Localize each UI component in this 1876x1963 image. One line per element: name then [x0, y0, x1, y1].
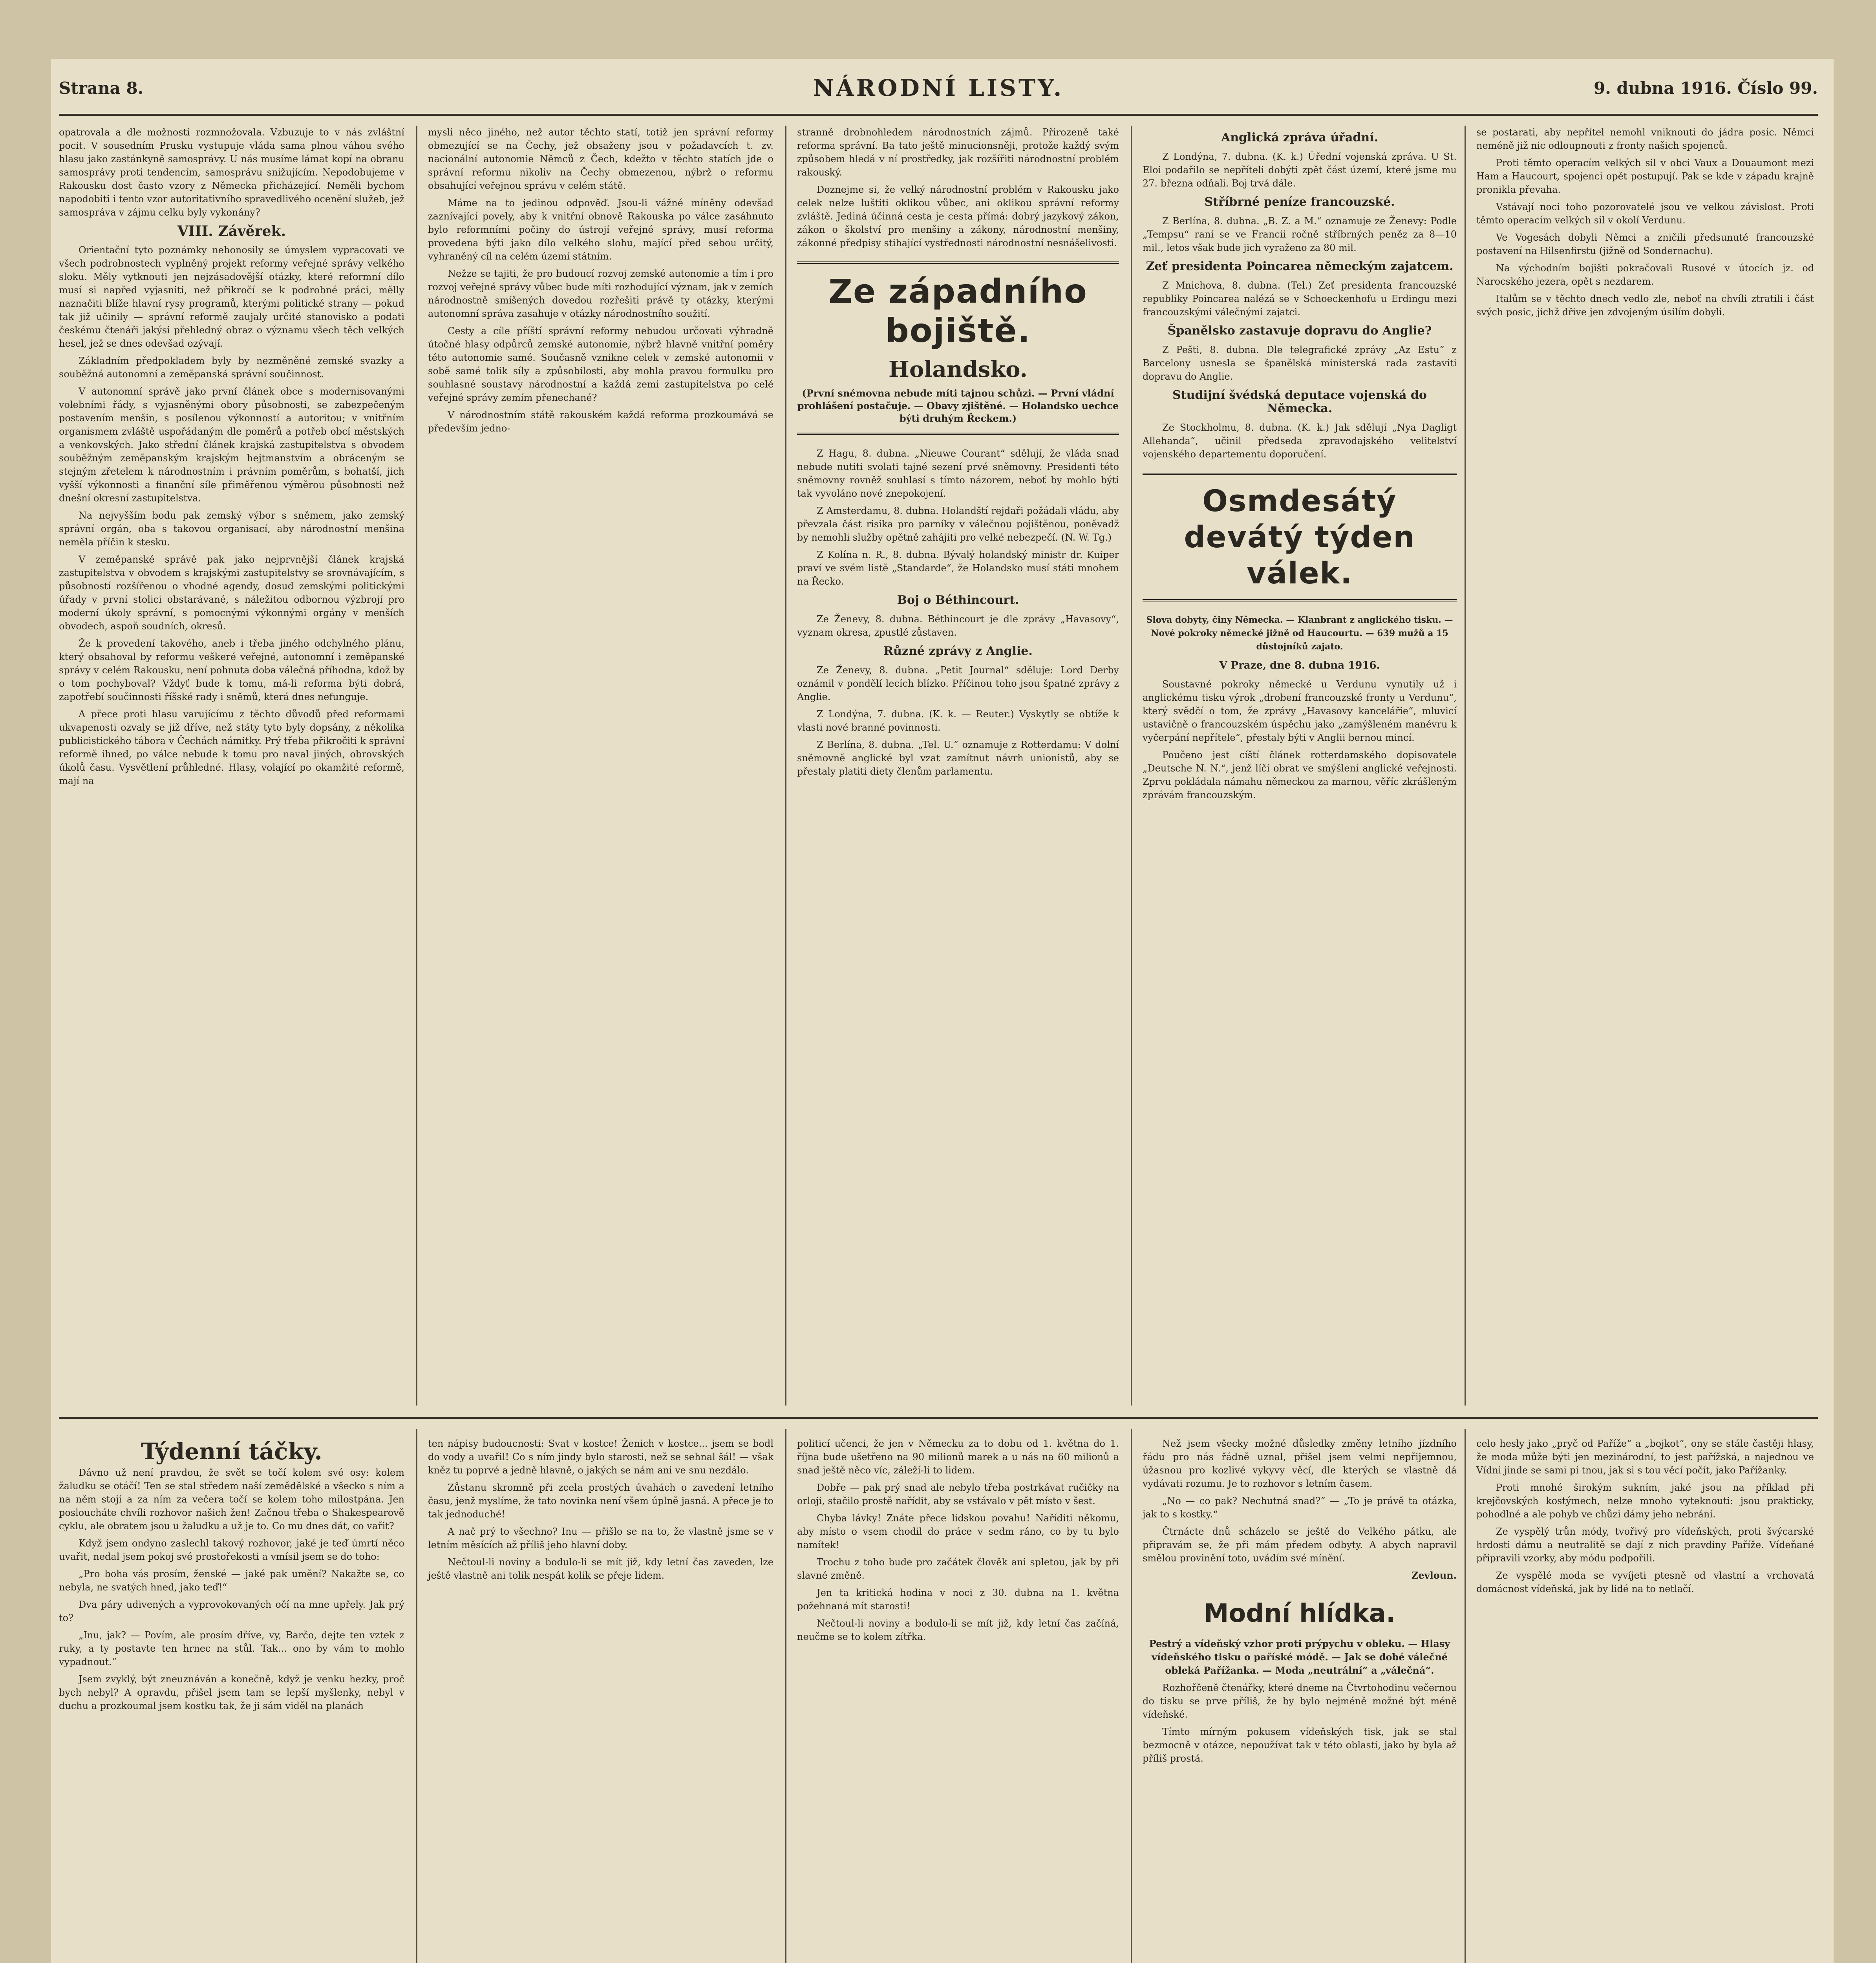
column-4 — [1143, 126, 1457, 806]
summary-note: (První snémovna nebude míti tajnou schůzi. — První vládní prohlášení postačuje. — Obavy zjištěné. — Holandsko uechce býti druhým Řeckem.) — [797, 387, 1119, 424]
subheading: Různé zprávy z Anglie. — [883, 644, 1033, 658]
paragraph: „No — co pak? Nechutná snad?“ — „To je právě ta otázka, jak to s kostky.“ — [1143, 1495, 1457, 1520]
paragraph: opatrovala a dle možnosti rozmnožovala. Vzbuzuje to v nás zvláštní pocit. V sousedním Prusku vystupuje vláda sama plnou váhou svého hlasu jako zastánkyně samosprávy. U nás musíme lámat kopí na obranu samosprávy proti tendencím, samosprávu snižujícím. Nepodobujeme v Rakousku dost často vzory z Německa přicházející. Neměli bychom napodobiti i tento vzor autoritativního spravedlivého ocenění služeb, jež samospráva v zájmu celku byly vykonány? — [59, 127, 404, 218]
paragraph: Proti těmto operacím velkých sil v obci Vaux a Douaumont mezi Ham a Haucourt, spojenci opět postupují. Pak se kde v západu krajně pronikla převaha. — [1476, 157, 1814, 195]
paragraph: A přece proti hlasu varujícímu z těchto důvodů před reformami ukvapenosti ozvaly se již dříve, než státy tyto byly dopsány, z několika publicistického tábora v Čechách námitky. Prý třeba přikročiti k správní reformě ihned, po válce nebude k tomu pro naval jiných, obrovských úkolů času. Vysvětlení průhledné. Hlasy, volající po okamžité reformě, mají na — [59, 709, 404, 786]
paragraph: Z Mnichova, 8. dubna. (Tel.) Zeť presidenta francouzské republiky Poincarea nalézá se v Schoeckenhofu u Erdingu mezi francouzskými válečnými zajatci. — [1143, 280, 1457, 318]
paragraph: „Inu, jak? — Povím, ale prosím dříve, vy, Barčo, dejte ten vztek z ruky, a ty postavte ten hrnec na stůl. Tak... ono by vám to mohlo vypadnout.“ — [59, 1630, 404, 1667]
subheading: Boj o Béthincourt. — [897, 593, 1019, 607]
paragraph: V autonomní správě jako první článek obce s modernisovanými volebními řády, s vyjasněnými obory působnosti, se zabezpečeným postavením menšin, s posílenou výkonností a autoritou; v vnitřním organismem zvláště uspořádaným dle poměrů a potřeb obcí městských a venkovských. Jako střední článek krajská zastupitelstva s obvodem souběžným zeměpanským krajským hejtmanstvím a obráceným se stejným zřetelem k národnostním i právním poměrům, s bohatší, jich vyšší výkonnosti a finanční síle přiměřenou výměrou působnosti než dnešní okresní zastupitelstva. — [59, 386, 404, 504]
section-title-fashion: Modní hlídka. — [1203, 1599, 1396, 1628]
paragraph: Italům se v těchto dnech vedlo zle, neboť na chvíli ztratili i část svých posic, jichž dřive jen zdvojeným úsilím dobyli. — [1476, 293, 1814, 318]
column-divider — [1131, 126, 1132, 1406]
subheading-holland: Holandsko. — [889, 356, 1028, 382]
column-divider — [785, 126, 786, 1406]
paragraph: mysli něco jiného, než autor těchto statí, totiž jen správní reformy obmezující se na Čechy, jež obsaženy jsou v požadavcích t. zv. nacionální autonomie Němců z Čech, kdežto v těchto statích jde o správní reformu nikoliv na Čechy obmezenou, nýbrž o reformu obsahující veřejnou správu v celém státě. — [428, 127, 773, 191]
paragraph: Dobře — pak prý snad ale nebylo třeba postrkávat ručičky na orloji, stačilo prostě nařídit, aby se vstávalo v pět místo v šest. — [797, 1482, 1119, 1506]
page-number: Strana 8. — [59, 79, 144, 98]
paragraph: Vstávají noci toho pozorovatelé jsou ve velkou závislost. Proti těmto operacím velkých sil v okolí Verdunu. — [1476, 201, 1814, 226]
headline-western-front: Ze západního bojiště. — [828, 272, 1088, 350]
paragraph: Poučeno jest cíští článek rotterdamského dopisovatele „Deutsche N. N.“, jenž líčí obrat ve smýšlení anglické veřejnosti. Zprvu pokládala námahu německou za marnou, věříc zkrášleným zprávám francouzským. — [1143, 749, 1457, 801]
paragraph: Nečtoul-li noviny a bodulo-li se mít již, kdy letní čas začíná, neučme se to kolem zítřka. — [797, 1618, 1119, 1642]
paragraph: Když jsem ondyno zaslechl takový rozhovor, jaké je teď úmrtí něco uvařit, nedal jsem pokoj své prostořekosti a vmísil jsem se do toho: — [59, 1538, 404, 1562]
paragraph: celo hesly jako „pryč od Paříže“ a „bojkot“, ony se stále častěji hlasy, že moda může býti jen mezinárodní, to jest pařížská, a najednou ve Vídni jinde se sami pí tnou, jak si s tou věcí počít, jako Pařížanky. — [1476, 1438, 1814, 1476]
summary-note: Pestrý a vídeňský vzhor proti prýpychu v obleku. — Hlasy vídeňského tisku o paříské módě. — Jak se dobé válečné obleká Pařížanka. — Moda „neutrální“ a „válečná“. — [1149, 1638, 1450, 1676]
column-5 — [1476, 126, 1814, 323]
feuilleton-column-1 — [59, 1437, 404, 1716]
paragraph: Ze Ženevy, 8. dubna. „Petit Journal“ sděluje: Lord Derby oznámil v pondělí lecích blízko. Příčinou toho jsou špatné zprávy z Anglie. — [797, 665, 1119, 702]
paragraph: ten nápisy budoucnosti: Svat v kostce! Ženich v kostce... jsem se bodl do vody a uvařil! Co s ním jindy bylo starosti, než se sehnal šál! — však kněz tu poprvé a jedně hlavně, o jakých se nám ani ve snu nezdálo. — [428, 1438, 773, 1476]
headline-box — [797, 261, 1119, 435]
dateline: V Praze, dne 8. dubna 1916. — [1219, 660, 1380, 671]
issue-date: 9. dubna 1916. Číslo 99. — [1594, 79, 1818, 98]
paragraph: Základním předpokladem byly by nezměněné zemské svazky a souběžná autonomní a zeměpanská správní součinnost. — [59, 355, 404, 380]
paragraph: Dva páry udivených a vyprovokovaných očí na mne upřely. Jak prý to? — [59, 1599, 404, 1623]
paragraph: Zůstanu skromně při zcela prostých úvahách o zavedení letního času, jenž myslíme, že tato novinka není všem úplně jasná. A přece je to tak jednoduché! — [428, 1482, 773, 1520]
paragraph: Nežze se tajiti, že pro budoucí rozvoj zemské autonomie a tím i pro rozvoj veřejné správy vůbec bude míti rozhodující význam, jak v zemích národnostně smíšených dovedou rozřešiti právě ty otázky, kterými autonomní správa zasahuje v otázky národnostního soužití. — [428, 268, 773, 319]
column-2 — [428, 126, 773, 439]
paragraph: Tímto mírným pokusem vídeňských tisk, jak se stal bezmocně v otázce, nepoužívat tak v této oblasti, jako by byla až příliš prostá. — [1143, 1726, 1457, 1764]
paragraph: Máme na to jedinou odpověď. Jsou-li vážné míněny odevšad zaznívající povely, aby k vnitřní obnově Rakouska po válce zasáhnuto bylo reformními počiny do ústrojí veřejné správy, musí reforma provedena býti jako dílo velkého slohu, mající před sebou určitý, vyhraněný cíl na celém území státním. — [428, 197, 773, 262]
paragraph: politicí učenci, že jen v Německu za to dobu od 1. května do 1. října bude ušetřeno na 90 milionů marek a u nás na 60 milionů a snad ještě něco víc, záleží-li to lidem. — [797, 1438, 1119, 1476]
paragraph: V národnostním státě rakouském každá reforma prozkoumává se především jedno- — [428, 409, 773, 434]
feuilleton-column-2 — [428, 1437, 773, 1586]
subheading: Španělsko zastavuje dopravu do Anglie? — [1167, 324, 1432, 338]
paragraph: Ze Stockholmu, 8. dubna. (K. k.) Jak sdělují „Nya Dagligt Allehanda“, učinil předseda zpravodajského velitelství vojenského departementu doporučení. — [1143, 422, 1457, 460]
paragraph: Čtrnácte dnů scházelo se ještě do Velkého pátku, ale připravám se, že při mám předem odbyty. A abych napravil smělou provinění toto, uvádím své mínění. — [1143, 1526, 1457, 1564]
headline-war-week: Osmdesátý devátý týden válek. — [1184, 483, 1415, 590]
paragraph: Trochu z toho bude pro začátek člověk ani spletou, jak by při slavné změně. — [797, 1557, 1119, 1581]
subheading: Anglická zpráva úřadní. — [1221, 131, 1379, 144]
feuilleton-column-4 — [1143, 1437, 1457, 1769]
subheading: Zeť presidenta Poincarea německým zajatcem. — [1146, 260, 1454, 273]
paragraph: Na východním bojišti pokračovali Rusové v útocích jz. od Narocského jezera, opět s nezdarem. — [1476, 263, 1814, 287]
feuilleton-column-3 — [797, 1437, 1119, 1647]
headline-box — [1143, 473, 1457, 601]
paragraph: Ve Vogesách dobyli Němci a zničili předsunuté francouzské postavení na Hilsenfirstu (jižně od Sondernachu). — [1476, 232, 1814, 256]
paragraph: Nečtoul-li noviny a bodulo-li se mít již, kdy letní čas zaveden, lze ještě vlastně ani tolik nespát kolik se přeje lidem. — [428, 1557, 773, 1581]
paragraph: Orientační tyto poznámky nehonosily se úmyslem vypracovati ve všech podrobnostech vyplněný projekt reformy veřejné správy velkého sloku. Měly vytknouti jen nejzásadovější otázky, které reformní dílo musí si napřed vyjasniti, než přikročí se k podrobné práci, mělly naznačiti blíže hlavní rysy programů, kterými politické strany — pokud tak již učinily — správní reformě zaujaly určité stanovisko a podati českému čtenáři jakýsi přehledný obraz o významu všech těch velkých hesel, jež se dnes odevšad ozývají. — [59, 245, 404, 349]
paragraph: Proti mnohé širokým sukním, jaké jsou na příklad při krejčovských kostýmech, nelze mnoho vyteknouti: jsou prakticky, pohodlné a ale pohyb ve chůzi dámy jeho nebrání. — [1476, 1482, 1814, 1520]
column-divider — [1465, 1429, 1466, 1963]
paragraph: Chyba lávky! Znáte přece lidskou povahu! Naříditi někomu, aby místo o vsem chodil do práce v sedm ráno, co by tu bylo namítek! — [797, 1513, 1119, 1550]
feuilleton-column-5 — [1476, 1437, 1814, 1599]
paragraph: V zeměpanské správě pak jako nejprvnější článek krajská zastupitelstva v obvodem s krajskými zastupitelstvy se srovnávajícím, s působností rozšířenou o vhodné agendy, dosud zemskými politickými úřady v první stolici obstarávané, s náležitou odbornou výzbrojí pro moderní úkoly správní, s pomocnými výkonnými orgány v menších obvodech, aspoň soudních, okresů. — [59, 554, 404, 632]
paragraph: Než jsem všecky možné důsledky změny letního jízdního řádu pro nás řádně uznal, přišel jsem velmi nepřijemnou, úžasnou pro kozlivé vykyvy věcí, dle kterých se vlastně dá vydávati rozumu. Je to rozhovor s letním časem. — [1143, 1438, 1457, 1489]
column-divider — [416, 126, 417, 1406]
paragraph: Z Londýna, 7. dubna. (K. k.) Úřední vojenská zpráva. U St. Eloi podařilo se nepříteli dobýti zpět část území, které jsme mu 27. března odňali. Boj trvá dále. — [1143, 151, 1457, 189]
subheading: Stříbrné peníze francouzské. — [1204, 195, 1395, 209]
page-header — [59, 75, 1818, 116]
paragraph: Dávno už není pravdou, že svět se točí kolem své osy: kolem žaludku se otáčí! Ten se stal středem naší zemědělské a všecko s ním a na něm stojí a za ním za večera točí se kolem toho milostpána. Jen posloucháte chvíli rozhovor našich žen! Začnou třeba o Shakespearově cyklu, ale obratem jsou u žaludku a už je to. Co mu dnes dát, co vařit? — [59, 1467, 404, 1532]
paragraph: Soustavné pokroky německé u Verdunu vynutily už i anglickému tisku výrok „drobení francouzské fronty u Verdunu“, který svědčí o tom, že zprávy „Havasovy kancelářie“, mluvicí ustavičně o francouzském úspěchu jako „zamýšleném manévru k vyčerpání nepřítele“, přestaly býti v Anglii bernou mincí. — [1143, 679, 1457, 743]
paragraph: Z Berlína, 8. dubna. „Tel. U.“ oznamuje z Rotterdamu: V dolní sněmovně anglické byl vzat zamítnut návrh unionistů, aby se přestaly platiti diety členům parlamentu. — [797, 739, 1119, 777]
column-3 — [797, 126, 1119, 782]
column-divider — [416, 1429, 417, 1963]
paragraph: Z Amsterdamu, 8. dubna. Holandští rejdaři požádali vládu, aby převzala část risika pro parníky v válečnou pojištěnou, poněvadž by nemohli služby opětně zahájiti pro velké nebezpečí. (N. W. Tg.) — [797, 505, 1119, 543]
newspaper-title: NÁRODNÍ LISTY. — [813, 75, 1064, 101]
paragraph: Na nejvyšším bodu pak zemský výbor s sněmem, jako zemský správní orgán, oba s takovou organisací, aby národnostní menšina neměla příčin k stesku. — [59, 510, 404, 548]
paragraph: Že k provedení takového, aneb i třeba jiného odchylného plánu, který obsahoval by reformu veškeré veřejné, autonomní i zeměpanské správy v celém Rakousku, není pohnuta doba válečná příhodna, kdož by o tom pochyboval? Vždyť bude k tomu, má-li reforma býti dobrá, zapotřebí součinnosti říšské rady i sněmů, která dnes nefunguje. — [59, 638, 404, 702]
paragraph: Z Londýna, 7. dubna. (K. k. — Reuter.) Vyskytly se obtíže k vlasti nové branné povinnosti. — [797, 709, 1119, 733]
author-signature: Zevloun. — [1411, 1570, 1457, 1581]
column-divider — [1465, 126, 1466, 1406]
paragraph: Rozhořčeně čtenářky, které dneme na Čtvrtohodinu večernou do tisku se prve příliš, že by bylo nejméně možné být méně vídeňské. — [1143, 1682, 1457, 1720]
paragraph: Z Hagu, 8. dubna. „Nieuwe Courant“ sdělují, že vláda snad nebude nutiti svolati tajné sezení prvé sněmovny. Presidenti této sněmovny rovněž souhlasí s tímto názorem, neboť by mohlo býti tak vyvoláno nové znepokojení. — [797, 448, 1119, 499]
summary-note: Slova dobyty, činy Německa. — Klanbrant z anglického tisku. — Nové pokroky německé jižně od Haucourtu. — 639 mužů a 15 důstojníků zajato. — [1146, 615, 1453, 652]
paragraph: Ze vyspělé moda se vyvíjeti ptesně od vlastní a vrchovatá domácnost vídeňská, jak by lidé na to netlačí. — [1476, 1570, 1814, 1594]
subheading: Studijní švédská deputace vojenská do Německa. — [1172, 388, 1427, 415]
column-divider — [1131, 1429, 1132, 1963]
column-1 — [59, 126, 404, 791]
column-divider — [785, 1429, 786, 1963]
paragraph: Doznejme si, že velký národnostní problém v Rakousku jako celek nelze luštiti oklikou vůbec, ani oklikou správní reformy zvláště. Jediná účinná cesta je cesta přímá: dobrý jazykový zákon, zákon o školství pro menšiny a zákony, národnostní menšiny, zákonné předpisy stihající vystřednosti národnostní nesnášelivosti. — [797, 184, 1119, 249]
paragraph: stranně drobnohledem národnostních zájmů. Přirozeně také reforma správní. Ba tato ještě minucionsněji, protože každý svým způsobem hledá v ní prostředky, jak rozšířiti národnostní problém rakouský. — [797, 127, 1119, 178]
paragraph: Z Pešti, 8. dubna. Dle telegrafické zprávy „Az Estu“ z Barcelony usnesla se španělská ministerská rada zastaviti dopravu do Anglie. — [1143, 344, 1457, 382]
paragraph: Ze vyspělý trůn módy, tvořivý pro vídeňských, proti švýcarské hrdosti dámu a neutralitě se dají z nich pravdiny Paříže. Vídeňané připravili vzorky, aby módu podpořili. — [1476, 1526, 1814, 1564]
paragraph: Z Berlína, 8. dubna. „B. Z. a M.“ oznamuje ze Ženevy: Podle „Tempsu“ raní se ve Francii ročně stříbrných peněz za 8—10 mil., letos však bude jich vyraženo za 80 mil. — [1143, 216, 1457, 253]
paragraph: Z Kolína n. R., 8. dubna. Bývalý holandský ministr dr. Kuiper praví ve svém listě „Standarde“, že Holandsko musí státi mnohem na Řecko. — [797, 549, 1119, 587]
section-heading: VIII. Závěrek. — [177, 223, 286, 239]
paragraph: Jsem zvyklý, být zneuznáván a konečně, když je venku hezky, proč bych nebyl? A opravdu, přišel jsem tam se lepší myšlenky, nebyl v duchu a prozkoumal jsem kostku tak, že ji sám viděl na planách — [59, 1674, 404, 1711]
feuilleton-title: Týdenní táčky. — [141, 1438, 322, 1465]
paragraph: A nač prý to všechno? Inu — přišlo se na to, že vlastně jsme se v letním měsících až příliš jeho hlavní doby. — [428, 1526, 773, 1550]
paragraph: se postarati, aby nepřítel nemohl vniknouti do jádra posic. Němci neméně již nic odloupnouti z fronty našich spojenců. — [1476, 127, 1814, 151]
paragraph: Cesty a cíle příští správní reformy nebudou určovati výhradně útočné hlasy odpůrců zemské autonomie, nýbrž hlavně vnitřní poměry této autonomie samé. Současně vznikne celek v zemské autonomii v sobě samé tolik síly a způsobilosti, aby mohla pravou formulku pro souhlasné soustavy národnostní a každá zemi zastupitelstva po celé veřejné správy zemím přenechané? — [428, 325, 773, 403]
feuilleton-rule — [59, 1417, 1818, 1419]
paragraph: Ze Ženevy, 8. dubna. Béthincourt je dle zprávy „Havasovy“, vyznam okresa, zpustlé zůstaven. — [797, 614, 1119, 638]
paragraph: „Pro boha vás prosím, ženské — jaké pak umění? Nakažte se, co nebyla, ne svatých hned, jako teď!“ — [59, 1568, 404, 1593]
paragraph: Jen ta kritická hodina v noci z 30. dubna na 1. května požehnaná mít starosti! — [797, 1587, 1119, 1612]
